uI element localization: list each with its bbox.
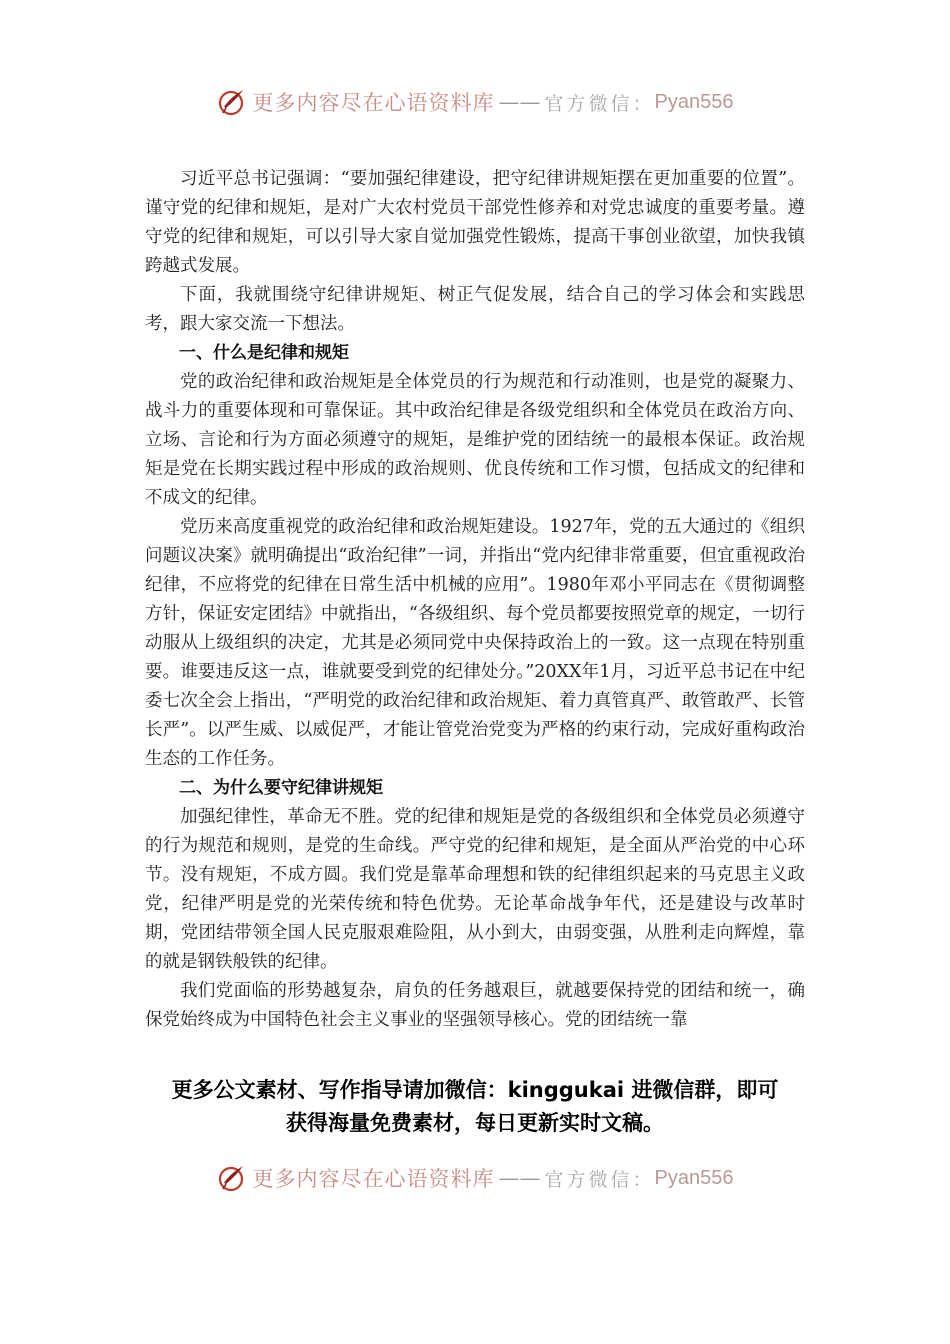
promo-notice <box>100 1074 850 1140</box>
header-wechat-id: Pyan556 <box>654 90 734 113</box>
body-paragraph: 我们党面临的形势越复杂，肩负的任务越艰巨，就越要保持党的团结和统一，确保党始终成为中国特色社会主义事业的坚强领导核心。党的团结统一靠 <box>145 981 805 1030</box>
body-paragraph: 下面，我就围绕守纪律讲规矩、树正气促发展，结合自己的学习体会和实践思考，跟大家交流一下想法。 <box>145 285 805 334</box>
quill-logo-icon <box>217 1163 247 1193</box>
footer-site-text: 更多内容尽在心语资料库 <box>252 1167 495 1191</box>
footer-watermark-banner <box>0 1158 950 1198</box>
section-heading: 二、为什么要守纪律讲规矩 <box>179 778 383 798</box>
body-paragraph: 党历来高度重视党的政治纪律和政治规矩建设。1927年，党的五大通过的《组织问题议决案》就明确提出“政治纪律”一词，并指出“党内纪律非常重要，但宜重视政治纪律，不应将党的纪律在日常生活中机械的应用”。1980年邓小平同志在《贯彻调整方针，保证安定团结》中就指出，“各级组织、每个党员都要按照党章的规定，一切行动服从上级组织的决定，尤其是必须同党中央保持政治上的一致。这一点现在特别重要。谁要违反这一点，谁就要受到党的纪律处分。”20XX年1月，习近平总书记在中纪委七次全会上指出，“严明党的政治纪律和政治规矩、着力真管真严、敢管敢严、长管长严”。以严生威、以威促严，才能让管党治党变为严格的约束行动，完成好重构政治生态的工作任务。 <box>145 517 805 769</box>
footer-wechat-label: 官方微信： <box>544 1168 655 1191</box>
promo-line: 更多公文素材、写作指导请加微信：kinggukai 进微信群，即可 <box>171 1078 779 1102</box>
document-body <box>145 165 805 1035</box>
header-watermark-banner <box>0 82 950 122</box>
promo-line: 获得海量免费素材，每日更新实时文稿。 <box>286 1111 664 1135</box>
footer-wechat-id: Pyan556 <box>654 1166 734 1189</box>
header-wechat-label: 官方微信： <box>544 92 655 115</box>
body-paragraph: 党的政治纪律和政治规矩是全体党员的行为规范和行动准则，也是党的凝聚力、战斗力的重要体现和可靠保证。其中政治纪律是各级党组织和全体党员在政治方向、立场、言论和行为方面必须遵守的规矩，是维护党的团结统一的最根本保证。政治规矩是党在长期实践过程中形成的政治规则、优良传统和工作习惯，包括成文的纪律和不成文的纪律。 <box>145 372 805 508</box>
footer-separator: —— <box>498 1166 541 1190</box>
header-separator: —— <box>498 90 541 114</box>
body-paragraph: 加强纪律性，革命无不胜。党的纪律和规矩是党的各级组织和全体党员必须遵守的行为规范和规则，是党的生命线。严守党的纪律和规矩，是全面从严治党的中心环节。没有规矩，不成方圆。我们党是靠革命理想和铁的纪律组织起来的马克思主义政党，纪律严明是党的光荣传统和特色优势。无论革命战争年代，还是建设与改革时期，党团结带领全国人民克服艰难险阻，从小到大，由弱变强，从胜利走向辉煌，靠的就是钢铁般铁的纪律。 <box>145 807 805 972</box>
body-paragraph: 习近平总书记强调：“要加强纪律建设，把守纪律讲规矩摆在更加重要的位置”。谨守党的纪律和规矩，是对广大农村党员干部党性修养和对党忠诚度的重要考量。遵守党的纪律和规矩，可以引导大家自觉加强党性锻炼，提高干事创业欲望，加快我镇跨越式发展。 <box>145 169 805 276</box>
section-heading: 一、什么是纪律和规矩 <box>179 343 349 363</box>
quill-logo-icon <box>217 87 247 117</box>
header-site-text: 更多内容尽在心语资料库 <box>252 91 495 115</box>
